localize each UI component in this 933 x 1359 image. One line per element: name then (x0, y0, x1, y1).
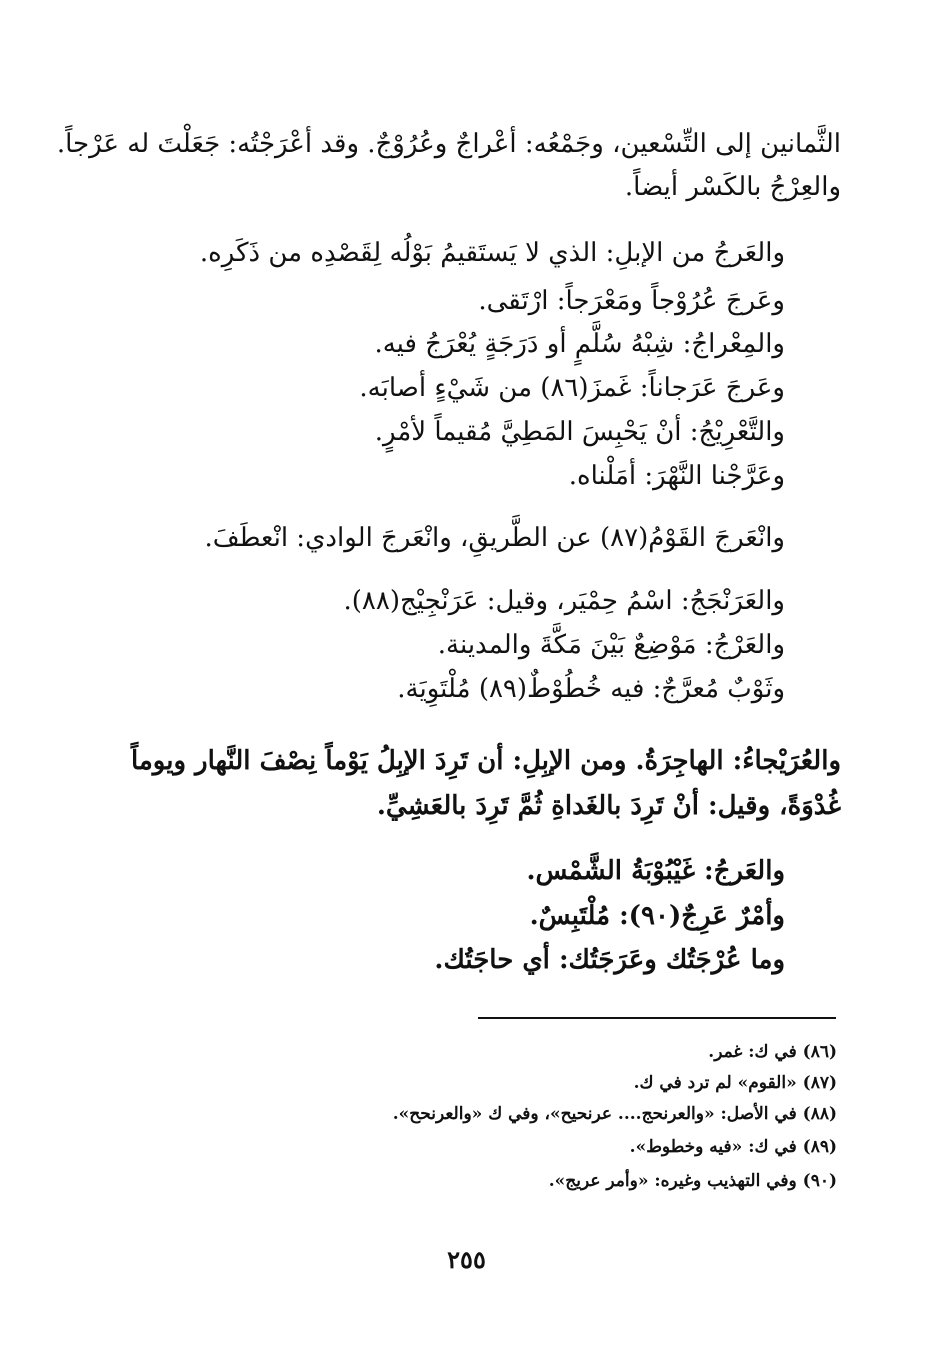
entry-line: والعَرجُ: غَيْبُوْبَةُ الشَّمْس. (526, 856, 785, 886)
entry-line: وعَرجَ عُرُوْجاً ومَعْرَجاً: ارْتَقى. (478, 286, 785, 316)
paragraph-line: والعِرْجُ بالكَسْر أيضاً. (624, 172, 841, 202)
paragraph-line: والعُرَيْجاءُ: الهاجِرَةُ. ومن الإبِلِ: أن تَرِدَ الإبِلُ يَوْماً نِصْفَ النَّهار ويوماً (130, 746, 841, 776)
entry-line: والتَّعْرِيْجُ: أنْ يَحْبِسَ المَطِيَّ مُقيماً لأمْرٍ. (374, 417, 785, 447)
footnote: (٨٧) «القوم» لم ترد في ك. (633, 1073, 837, 1093)
entry-line: وثَوْبٌ مُعرَّجٌ: فيه خُطُوْطٌ(٨٩) مُلْتَوِيَة. (397, 674, 785, 704)
entry-line: والعَرَنْجَجُ: اسْمُ حِمْيَر، وقيل: عَرَنْجِيْج(٨٨). (343, 586, 785, 616)
entry-line: وما عُرْجَتُك وعَرَجَتُك: أي حاجَتُك. (434, 945, 785, 975)
footnote: (٨٩) في ك: «فيه وخطوط». (629, 1137, 837, 1157)
page-number: ٢٥٥ (447, 1245, 486, 1274)
paragraph-line: غُدْوَةً، وقيل: أنْ تَرِدَ بالغَداةِ ثُمَّ تَرِدَ بالعَشِيِّ. (376, 791, 841, 821)
entry-line: والمِعْراجُ: شِبْهُ سُلَّمٍ أو دَرَجَةٍ يُعْرَجُ فيه. (374, 329, 785, 359)
entry-line: وأمْرٌ عَرِجٌ(٩٠): مُلْتَبِسٌ. (529, 901, 785, 931)
entry-line: وعَرجَ عَرَجاناً: غَمزَ(٨٦) من شَيْءٍ أصابَه. (359, 373, 785, 403)
entry-line: وعَرَّجْنا النَّهْرَ: أمَلْناه. (568, 461, 785, 491)
footnote: (٩٠) وفي التهذيب وغيره: «وأمر عريج». (548, 1171, 837, 1191)
footnote: (٨٦) في ك: غمر. (708, 1042, 837, 1062)
entry-line: وانْعَرجَ القَوْمُ(٨٧) عن الطَّريقِ، وانْعَرجَ الوادي: انْعطَفَ. (204, 523, 785, 553)
footnote-separator (478, 1017, 836, 1019)
entry-line: والعَرجُ من الإبلِ: الذي لا يَستَقيمُ بَوْلُه لِقَصْدِه من ذَكَرِه. (199, 238, 785, 268)
entry-line: والعَرْجُ: مَوْضِعٌ بَيْنَ مَكَّةَ والمدينة. (437, 630, 785, 660)
footnote: (٨٨) في الأصل: «والعرنحج.... عرنحيح»، وفي ك «والعرنحح». (392, 1104, 837, 1124)
paragraph-line: الثَّمانين إلى التِّسْعين، وجَمْعُه: أعْراجٌ وعُرُوْجٌ. وقد أعْرَجْتُه: جَعَلْتَ له عَرْجاً. (56, 129, 841, 159)
